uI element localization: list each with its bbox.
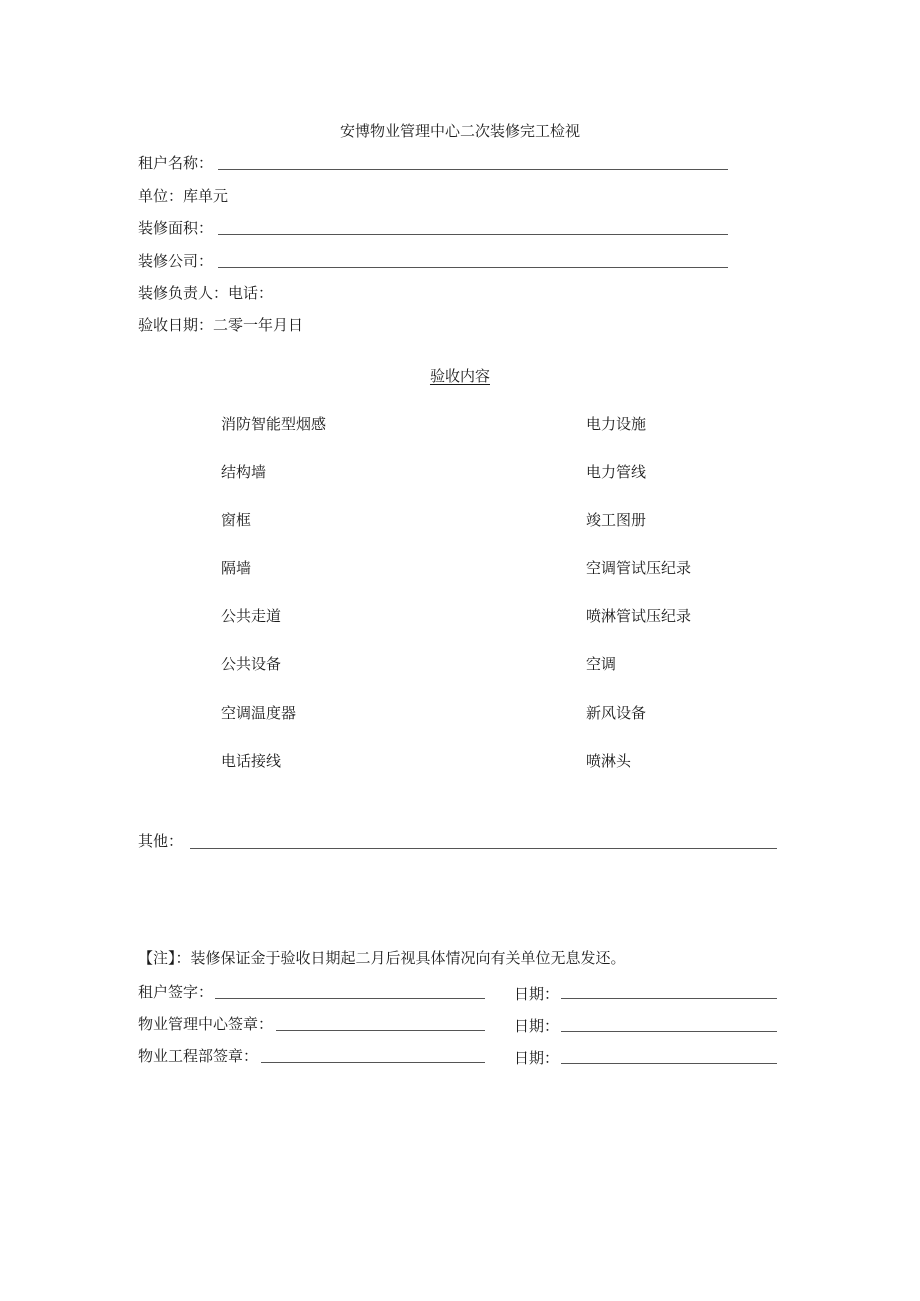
section-title: 验收内容 bbox=[429, 367, 490, 385]
document-title: 安博物业管理中心二次装修完工检视 bbox=[339, 122, 580, 140]
check-item: 电话接线 bbox=[221, 752, 282, 770]
check-item: 电力管线 bbox=[586, 463, 647, 481]
date-label: 日期： bbox=[514, 1017, 560, 1035]
tenant-date-line[interactable] bbox=[561, 998, 777, 999]
check-item: 消防智能型烟感 bbox=[221, 415, 327, 433]
check-item: 隔墙 bbox=[221, 559, 252, 577]
check-item: 电力设施 bbox=[586, 415, 647, 433]
area-line[interactable] bbox=[218, 234, 728, 235]
other-label: 其他： bbox=[138, 832, 184, 850]
check-item: 新风设备 bbox=[586, 704, 647, 722]
unit-label: 单位：库单元 bbox=[138, 187, 229, 205]
tenant-signature-label: 租户签字： bbox=[138, 983, 214, 1001]
tenant-name-label: 租户名称： bbox=[138, 154, 214, 172]
mgmt-center-signature-label: 物业管理中心签章： bbox=[138, 1015, 274, 1033]
area-label: 装修面积： bbox=[138, 219, 214, 237]
check-item: 结构墙 bbox=[221, 463, 267, 481]
inspection-date-label: 验收日期：二零一年月日 bbox=[138, 316, 304, 334]
note-text: 【注】：装修保证金于验收日期起二月后视具体情况向有关单位无息发还。 bbox=[138, 949, 626, 967]
person-phone-label: 装修负责人：电话： bbox=[138, 284, 274, 302]
check-item: 公共设备 bbox=[221, 655, 282, 673]
tenant-signature-line[interactable] bbox=[215, 998, 485, 999]
check-item: 喷淋头 bbox=[586, 752, 632, 770]
tenant-name-line[interactable] bbox=[218, 169, 728, 170]
check-item: 空调 bbox=[586, 655, 617, 673]
mgmt-center-signature-line[interactable] bbox=[276, 1030, 485, 1031]
company-line[interactable] bbox=[218, 267, 728, 268]
check-item: 空调温度器 bbox=[221, 704, 297, 722]
check-item: 窗框 bbox=[221, 511, 252, 529]
check-item: 空调管试压纪录 bbox=[586, 559, 692, 577]
date-label: 日期： bbox=[514, 1049, 560, 1067]
check-item: 喷淋管试压纪录 bbox=[586, 607, 692, 625]
company-label: 装修公司： bbox=[138, 252, 214, 270]
mgmt-center-date-line[interactable] bbox=[561, 1031, 777, 1032]
engineering-signature-line[interactable] bbox=[261, 1062, 485, 1063]
engineering-date-line[interactable] bbox=[561, 1063, 777, 1064]
date-label: 日期： bbox=[514, 985, 560, 1003]
check-item: 竣工图册 bbox=[586, 511, 647, 529]
other-line[interactable] bbox=[190, 848, 777, 849]
check-item: 公共走道 bbox=[221, 607, 282, 625]
engineering-signature-label: 物业工程部签章： bbox=[138, 1047, 259, 1065]
